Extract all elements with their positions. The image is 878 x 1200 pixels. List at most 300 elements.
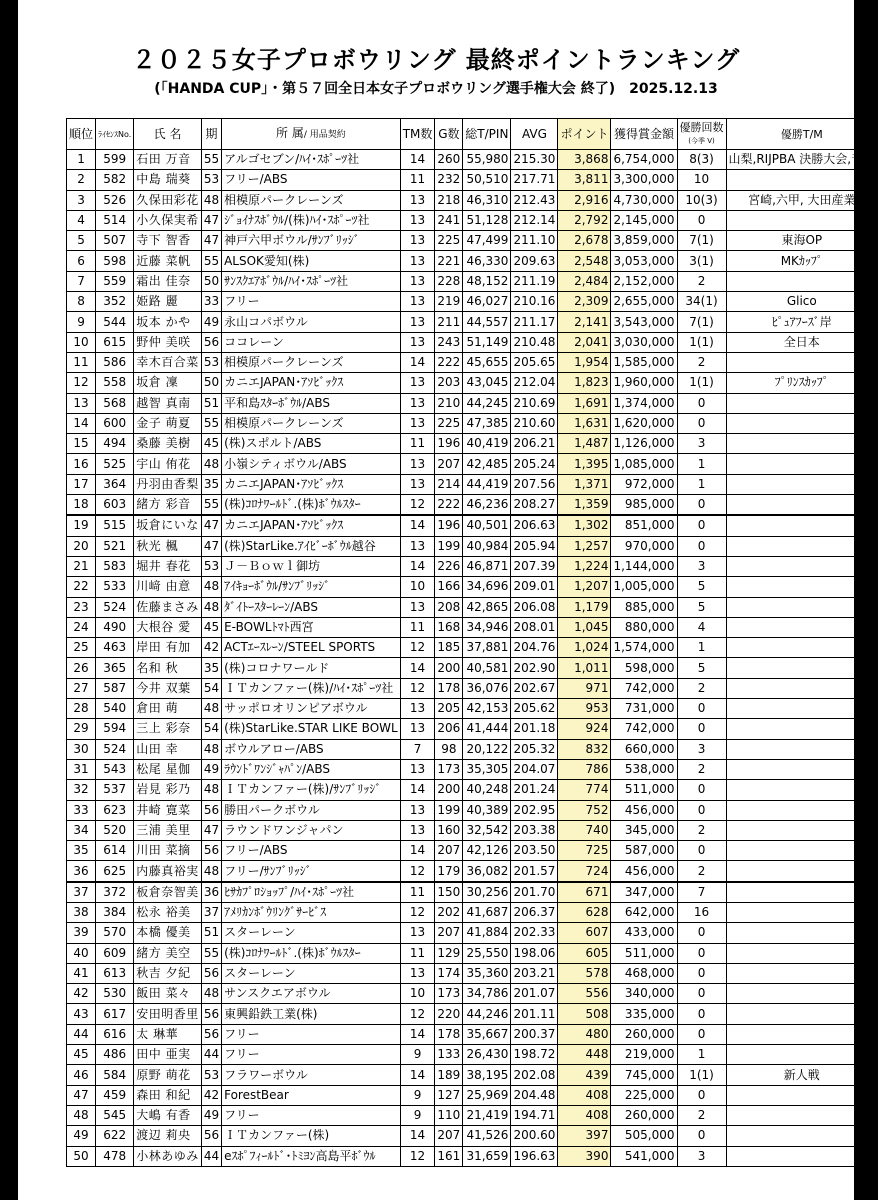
avg-cell: 203.38 — [511, 820, 558, 840]
win-tm-cell — [726, 943, 878, 963]
name-cell: 松尾 星伽 — [134, 759, 202, 779]
license-cell: 544 — [96, 312, 134, 332]
table-row — [67, 271, 878, 291]
affiliation-cell: カニエJAPAN･ｱｿﾋﾞｯｸｽ — [222, 474, 401, 494]
table-row — [67, 1126, 878, 1146]
win-tm-cell — [726, 210, 878, 230]
total-pin-cell: 47,499 — [463, 231, 511, 251]
rank-cell: 35 — [67, 841, 96, 861]
affiliation-cell: 神戸六甲ボウル/ｻﾝﾌﾞﾘｯｼﾞ — [222, 231, 401, 251]
rank-cell: 40 — [67, 943, 96, 963]
games-cell: 211 — [435, 312, 463, 332]
total-pin-cell: 40,501 — [463, 515, 511, 536]
total-pin-cell: 40,248 — [463, 780, 511, 800]
total-pin-cell: 42,485 — [463, 454, 511, 474]
avg-cell: 209.01 — [511, 577, 558, 597]
points-cell: 1,302 — [558, 515, 611, 536]
games-cell: 228 — [435, 271, 463, 291]
total-pin-cell: 35,360 — [463, 963, 511, 983]
avg-cell: 200.60 — [511, 1126, 558, 1146]
table-row — [67, 861, 878, 882]
table-row — [67, 597, 878, 617]
prize-cell: 3,859,000 — [611, 231, 677, 251]
term-cell: 48 — [201, 454, 221, 474]
avg-cell: 212.43 — [511, 190, 558, 210]
tm-cell: 11 — [400, 170, 435, 190]
avg-cell: 211.17 — [511, 312, 558, 332]
term-cell: 48 — [201, 739, 221, 759]
license-cell: 365 — [96, 658, 134, 678]
affiliation-cell: アルゴセブン/ﾊｲ･ｽﾎﾟｰﾂ社 — [222, 150, 401, 170]
tm-cell: 12 — [400, 861, 435, 882]
affiliation-cell: ＩＴカンファー(株) — [222, 1126, 401, 1146]
prize-cell: 972,000 — [611, 474, 677, 494]
games-cell: 127 — [435, 1085, 463, 1105]
win-tm-cell — [726, 1004, 878, 1024]
tm-cell: 9 — [400, 1105, 435, 1125]
avg-cell: 207.39 — [511, 556, 558, 576]
affiliation-cell: スターレーン — [222, 963, 401, 983]
license-cell: 609 — [96, 943, 134, 963]
tm-cell: 13 — [400, 536, 435, 556]
name-cell: 金子 萌夏 — [134, 413, 202, 433]
wins-cell: 0 — [677, 495, 726, 516]
points-cell: 1,395 — [558, 454, 611, 474]
wins-cell: 2 — [677, 820, 726, 840]
term-cell: 47 — [201, 820, 221, 840]
name-cell: 秋光 楓 — [134, 536, 202, 556]
games-cell: 202 — [435, 902, 463, 922]
license-cell: 478 — [96, 1146, 134, 1166]
name-cell: 桑藤 美樹 — [134, 434, 202, 454]
page-subtitle: (「HANDA CUP」・第５７回全日本女子プロボウリング選手権大会 終了) 2025.12.13 — [154, 81, 718, 97]
table-row — [67, 413, 878, 433]
name-cell: 岸田 有加 — [134, 638, 202, 658]
rank-cell: 37 — [67, 882, 96, 903]
name-cell: 森田 和紀 — [134, 1085, 202, 1105]
license-cell: 521 — [96, 536, 134, 556]
prize-cell: 340,000 — [611, 984, 677, 1004]
affiliation-cell: (株)ｺﾛﾅﾜｰﾙﾄﾞ.(株)ﾎﾞｳﾙｽﾀｰ — [222, 943, 401, 963]
wins-cell: 0 — [677, 1024, 726, 1044]
tm-cell: 13 — [400, 800, 435, 820]
win-tm-cell: 東海OP — [726, 231, 878, 251]
tm-cell: 14 — [400, 556, 435, 576]
table-row — [67, 1065, 878, 1085]
rank-cell: 24 — [67, 617, 96, 637]
prize-cell: 3,300,000 — [611, 170, 677, 190]
win-tm-cell — [726, 984, 878, 1004]
term-cell: 54 — [201, 719, 221, 739]
wins-cell: 0 — [677, 536, 726, 556]
term-cell: 51 — [201, 923, 221, 943]
avg-cell: 201.57 — [511, 861, 558, 882]
affiliation-cell: (株)StarLike.ｱｲﾋﾞｰﾎﾞｳﾙ越谷 — [222, 536, 401, 556]
license-cell: 364 — [96, 474, 134, 494]
wins-cell: 2 — [677, 861, 726, 882]
rank-cell: 49 — [67, 1126, 96, 1146]
prize-cell: 225,000 — [611, 1085, 677, 1105]
tm-cell: 13 — [400, 190, 435, 210]
tm-cell: 13 — [400, 699, 435, 719]
affiliation-cell: (株)StarLike.STAR LIKE BOWL — [222, 719, 401, 739]
license-cell: 600 — [96, 413, 134, 433]
prize-cell: 345,000 — [611, 820, 677, 840]
table-row — [67, 1105, 878, 1125]
total-pin-cell: 51,149 — [463, 332, 511, 352]
games-cell: 133 — [435, 1045, 463, 1065]
total-pin-cell: 40,581 — [463, 658, 511, 678]
tm-cell: 13 — [400, 271, 435, 291]
col-total-pin: 総T/PIN — [463, 119, 511, 150]
total-pin-cell: 21,419 — [463, 1105, 511, 1125]
affiliation-cell: フリー/ABS — [222, 841, 401, 861]
prize-cell: 742,000 — [611, 678, 677, 698]
license-cell: 524 — [96, 597, 134, 617]
table-body — [67, 150, 878, 1167]
table-row — [67, 1024, 878, 1044]
prize-cell: 433,000 — [611, 923, 677, 943]
points-cell: 774 — [558, 780, 611, 800]
wins-cell: 2 — [677, 271, 726, 291]
table-row — [67, 739, 878, 759]
rank-cell: 5 — [67, 231, 96, 251]
affiliation-cell: ラウンドワンジャパン — [222, 820, 401, 840]
avg-cell: 204.48 — [511, 1085, 558, 1105]
rank-cell: 12 — [67, 373, 96, 393]
win-tm-cell — [726, 800, 878, 820]
table-row — [67, 434, 878, 454]
ranking-table — [66, 118, 878, 1167]
games-cell: 178 — [435, 678, 463, 698]
points-cell: 2,792 — [558, 210, 611, 230]
affiliation-cell: サンスクエアボウル — [222, 984, 401, 1004]
license-cell: 570 — [96, 923, 134, 943]
name-cell: 岩見 彩乃 — [134, 780, 202, 800]
total-pin-cell: 43,045 — [463, 373, 511, 393]
avg-cell: 205.65 — [511, 352, 558, 372]
points-cell: 971 — [558, 678, 611, 698]
table-row — [67, 923, 878, 943]
avg-cell: 201.18 — [511, 719, 558, 739]
affiliation-cell: (株)コロナワールド — [222, 658, 401, 678]
license-cell: 526 — [96, 190, 134, 210]
prize-cell: 3,030,000 — [611, 332, 677, 352]
prize-cell: 885,000 — [611, 597, 677, 617]
name-cell: 丹羽由香梨 — [134, 474, 202, 494]
rank-cell: 17 — [67, 474, 96, 494]
games-cell: 221 — [435, 251, 463, 271]
term-cell: 48 — [201, 597, 221, 617]
wins-cell: 34(1) — [677, 292, 726, 312]
rank-cell: 47 — [67, 1085, 96, 1105]
tm-cell: 12 — [400, 638, 435, 658]
rank-cell: 28 — [67, 699, 96, 719]
license-cell: 616 — [96, 1024, 134, 1044]
term-cell: 45 — [201, 617, 221, 637]
win-tm-cell — [726, 1085, 878, 1105]
license-cell: 558 — [96, 373, 134, 393]
affiliation-cell: フリー — [222, 292, 401, 312]
rank-cell: 15 — [67, 434, 96, 454]
wins-cell: 1(1) — [677, 1065, 726, 1085]
rank-cell: 9 — [67, 312, 96, 332]
games-cell: 110 — [435, 1105, 463, 1125]
prize-cell: 456,000 — [611, 861, 677, 882]
games-cell: 185 — [435, 638, 463, 658]
prize-cell: 3,543,000 — [611, 312, 677, 332]
total-pin-cell: 40,984 — [463, 536, 511, 556]
affiliation-cell: ALSOK愛知(株) — [222, 251, 401, 271]
total-pin-cell: 30,256 — [463, 882, 511, 903]
win-tm-cell — [726, 556, 878, 576]
table-row — [67, 658, 878, 678]
points-cell: 953 — [558, 699, 611, 719]
affiliation-cell: フリー — [222, 1045, 401, 1065]
tm-cell: 13 — [400, 231, 435, 251]
term-cell: 55 — [201, 251, 221, 271]
affiliation-cell: Ｊ－Ｂｏｗｌ御坊 — [222, 556, 401, 576]
wins-cell: 16 — [677, 902, 726, 922]
name-cell: 山田 幸 — [134, 739, 202, 759]
license-cell: 515 — [96, 515, 134, 536]
total-pin-cell: 55,980 — [463, 150, 511, 170]
term-cell: 53 — [201, 1065, 221, 1085]
points-cell: 390 — [558, 1146, 611, 1166]
rank-cell: 26 — [67, 658, 96, 678]
rank-cell: 31 — [67, 759, 96, 779]
affiliation-cell: フリー — [222, 1024, 401, 1044]
term-cell: 53 — [201, 556, 221, 576]
tm-cell: 11 — [400, 882, 435, 903]
rank-cell: 30 — [67, 739, 96, 759]
total-pin-cell: 46,310 — [463, 190, 511, 210]
rank-cell: 23 — [67, 597, 96, 617]
games-cell: 222 — [435, 495, 463, 516]
name-cell: 緒方 美空 — [134, 943, 202, 963]
points-cell: 2,309 — [558, 292, 611, 312]
name-cell: 小林あゆみ — [134, 1146, 202, 1166]
win-tm-cell — [726, 1126, 878, 1146]
tm-cell: 10 — [400, 984, 435, 1004]
license-cell: 514 — [96, 210, 134, 230]
games-cell: 220 — [435, 1004, 463, 1024]
games-cell: 225 — [435, 231, 463, 251]
total-pin-cell: 36,082 — [463, 861, 511, 882]
table-row — [67, 251, 878, 271]
license-cell: 494 — [96, 434, 134, 454]
name-cell: 坂倉 凜 — [134, 373, 202, 393]
term-cell: 53 — [201, 352, 221, 372]
rank-cell: 1 — [67, 150, 96, 170]
games-cell: 199 — [435, 800, 463, 820]
table-row — [67, 841, 878, 861]
name-cell: 今井 双葉 — [134, 678, 202, 698]
games-cell: 214 — [435, 474, 463, 494]
wins-cell: 0 — [677, 841, 726, 861]
name-cell: 倉田 萌 — [134, 699, 202, 719]
total-pin-cell: 25,969 — [463, 1085, 511, 1105]
games-cell: 129 — [435, 943, 463, 963]
wins-cell: 2 — [677, 759, 726, 779]
license-cell: 524 — [96, 739, 134, 759]
avg-cell: 203.21 — [511, 963, 558, 983]
points-cell: 1,179 — [558, 597, 611, 617]
win-tm-cell — [726, 902, 878, 922]
table-row — [67, 882, 878, 903]
points-cell: 1,487 — [558, 434, 611, 454]
avg-cell: 196.63 — [511, 1146, 558, 1166]
win-tm-cell — [726, 474, 878, 494]
table-row — [67, 820, 878, 840]
rank-cell: 46 — [67, 1065, 96, 1085]
name-cell: 本橋 優美 — [134, 923, 202, 943]
rank-cell: 16 — [67, 454, 96, 474]
wins-cell: 2 — [677, 352, 726, 372]
avg-cell: 208.01 — [511, 617, 558, 637]
points-cell: 397 — [558, 1126, 611, 1146]
affiliation-cell: サッポロオリンピアボウル — [222, 699, 401, 719]
total-pin-cell: 48,152 — [463, 271, 511, 291]
wins-cell: 1 — [677, 474, 726, 494]
name-cell: 寺下 智香 — [134, 231, 202, 251]
wins-cell: 0 — [677, 1126, 726, 1146]
avg-cell: 210.60 — [511, 413, 558, 433]
games-cell: 207 — [435, 454, 463, 474]
rank-cell: 48 — [67, 1105, 96, 1125]
total-pin-cell: 51,128 — [463, 210, 511, 230]
total-pin-cell: 34,946 — [463, 617, 511, 637]
col-avg: AVG — [511, 119, 558, 150]
total-pin-cell: 45,655 — [463, 352, 511, 372]
term-cell: 44 — [201, 1146, 221, 1166]
win-tm-cell — [726, 170, 878, 190]
points-cell: 1,359 — [558, 495, 611, 516]
license-cell: 598 — [96, 251, 134, 271]
license-cell: 490 — [96, 617, 134, 637]
rank-cell: 29 — [67, 719, 96, 739]
col-affiliation: 所 属/ 用品契約 — [222, 119, 401, 150]
tm-cell: 13 — [400, 373, 435, 393]
name-cell: 田中 亜実 — [134, 1045, 202, 1065]
prize-cell: 1,085,000 — [611, 454, 677, 474]
term-cell: 47 — [201, 515, 221, 536]
total-pin-cell: 35,667 — [463, 1024, 511, 1044]
points-cell: 578 — [558, 963, 611, 983]
affiliation-cell: カニエJAPAN･ｱｿﾋﾞｯｸｽ — [222, 515, 401, 536]
games-cell: 161 — [435, 1146, 463, 1166]
license-cell: 603 — [96, 495, 134, 516]
wins-cell: 5 — [677, 577, 726, 597]
name-cell: 石田 万音 — [134, 150, 202, 170]
table-row — [67, 393, 878, 413]
license-cell: 583 — [96, 556, 134, 576]
avg-cell: 205.24 — [511, 454, 558, 474]
table-row — [67, 454, 878, 474]
points-cell: 1,257 — [558, 536, 611, 556]
total-pin-cell: 44,557 — [463, 312, 511, 332]
affiliation-cell: 相模原パークレーンズ — [222, 352, 401, 372]
prize-cell: 985,000 — [611, 495, 677, 516]
rank-cell: 38 — [67, 902, 96, 922]
avg-cell: 206.37 — [511, 902, 558, 922]
avg-cell: 201.70 — [511, 882, 558, 903]
wins-cell: 0 — [677, 984, 726, 1004]
term-cell: 37 — [201, 902, 221, 922]
avg-cell: 210.48 — [511, 332, 558, 352]
tm-cell: 12 — [400, 1004, 435, 1024]
col-license: ﾗｲｾﾝｽNo. — [96, 119, 134, 150]
prize-cell: 880,000 — [611, 617, 677, 637]
col-term: 期 — [201, 119, 221, 150]
total-pin-cell: 31,659 — [463, 1146, 511, 1166]
avg-cell: 210.16 — [511, 292, 558, 312]
term-cell: 56 — [201, 1004, 221, 1024]
games-cell: 206 — [435, 719, 463, 739]
total-pin-cell: 47,385 — [463, 413, 511, 433]
avg-cell: 212.14 — [511, 210, 558, 230]
win-tm-cell — [726, 719, 878, 739]
prize-cell: 642,000 — [611, 902, 677, 922]
table-row — [67, 474, 878, 494]
total-pin-cell: 42,865 — [463, 597, 511, 617]
name-cell: 秋吉 夕紀 — [134, 963, 202, 983]
tm-cell: 12 — [400, 1146, 435, 1166]
table-row — [67, 495, 878, 516]
win-tm-cell — [726, 577, 878, 597]
affiliation-cell: ｼﾞｮｲﾅｽﾎﾞｳﾙ/(株)ﾊｲ･ｽﾎﾟｰﾂ社 — [222, 210, 401, 230]
table-row — [67, 190, 878, 210]
win-tm-cell: Glico — [726, 292, 878, 312]
win-tm-cell: MKｶｯﾌﾟ — [726, 251, 878, 271]
tm-cell: 14 — [400, 1024, 435, 1044]
tm-cell: 7 — [400, 739, 435, 759]
games-cell: 160 — [435, 820, 463, 840]
term-cell: 33 — [201, 292, 221, 312]
rank-cell: 10 — [67, 332, 96, 352]
wins-cell: 4 — [677, 617, 726, 637]
table-row — [67, 556, 878, 576]
name-cell: 三浦 美里 — [134, 820, 202, 840]
rank-cell: 36 — [67, 861, 96, 882]
games-cell: 178 — [435, 1024, 463, 1044]
tm-cell: 12 — [400, 495, 435, 516]
table-row — [67, 719, 878, 739]
license-cell: 520 — [96, 820, 134, 840]
tm-cell: 14 — [400, 780, 435, 800]
name-cell: 渡辺 莉央 — [134, 1126, 202, 1146]
games-cell: 98 — [435, 739, 463, 759]
points-cell: 2,484 — [558, 271, 611, 291]
games-cell: 219 — [435, 292, 463, 312]
rank-cell: 11 — [67, 352, 96, 372]
prize-cell: 745,000 — [611, 1065, 677, 1085]
total-pin-cell: 41,687 — [463, 902, 511, 922]
table-row — [67, 170, 878, 190]
tm-cell: 11 — [400, 617, 435, 637]
tm-cell: 13 — [400, 963, 435, 983]
rank-cell: 50 — [67, 1146, 96, 1166]
win-tm-cell — [726, 638, 878, 658]
affiliation-cell: ｱｲｷｮｰﾎﾞｳﾙ/ｻﾝﾌﾞﾘｯｼﾞ — [222, 577, 401, 597]
tm-cell: 14 — [400, 352, 435, 372]
avg-cell: 202.67 — [511, 678, 558, 698]
name-cell: 原野 萌花 — [134, 1065, 202, 1085]
avg-cell: 201.11 — [511, 1004, 558, 1024]
tm-cell: 13 — [400, 923, 435, 943]
affiliation-cell: 勝田パークボウル — [222, 800, 401, 820]
wins-cell: 0 — [677, 1085, 726, 1105]
